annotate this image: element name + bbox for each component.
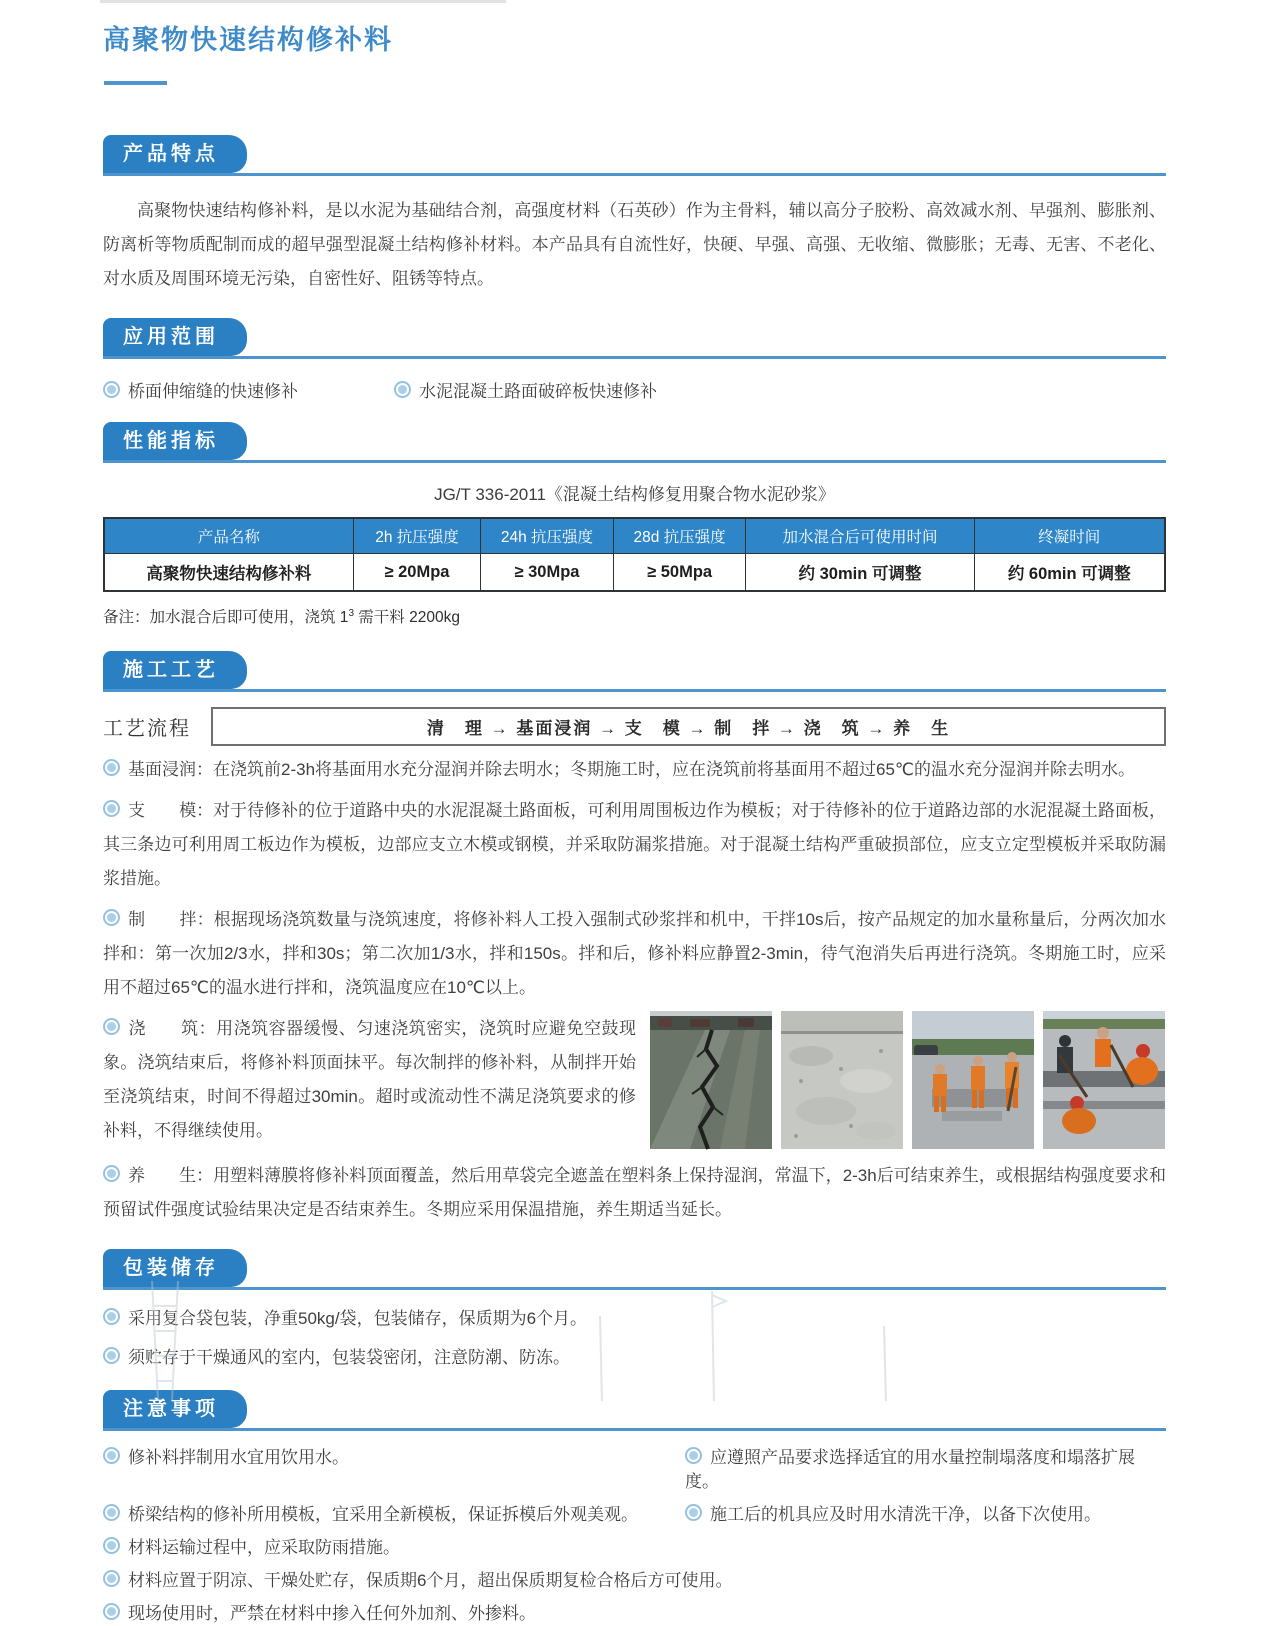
ring-bullet-icon <box>105 1167 118 1180</box>
note-item-text: 桥梁结构的修补所用模板，宜采用全新模板，保证拆模后外观美观。 <box>128 1505 638 1524</box>
table-header-cell: 加水混合后可使用时间 <box>746 518 974 554</box>
process-step-curing <box>103 1159 1166 1227</box>
note-item <box>103 1602 1166 1626</box>
applications-list <box>103 377 1166 402</box>
standard-reference: JG/T 336-2011《混凝土结构修复用聚合物水泥砂浆》 <box>434 485 835 504</box>
table-header-cell: 产品名称 <box>104 518 353 554</box>
table-cell: ≥ 20Mpa <box>353 554 480 592</box>
packaging-item-text: 须贮存于干燥通风的室内，包装袋密闭，注意防潮、防冻。 <box>128 1348 570 1367</box>
section-tab-process: 施工工艺 <box>103 651 247 689</box>
table-header-cell: 24h 抗压强度 <box>481 518 614 554</box>
process-flow-row <box>103 707 1166 746</box>
note-item <box>103 1536 671 1560</box>
table-cell: 约 60min 可调整 <box>974 554 1165 592</box>
process-step-text: 浇 筑：用浇筑容器缓慢、匀速浇筑密实，浇筑时应避免空鼓现象。浇筑结束后，将修补料顶面抹平。每次制拌的修补料，从制拌开始至浇筑结束，时间不得超过30min。超时或流动性不满足浇筑要求的修补料，不得继续使用。 <box>103 1019 636 1140</box>
note-item <box>685 1503 1166 1527</box>
application-item-label: 水泥混凝土路面破碎板快速修补 <box>419 382 657 401</box>
table-header-cell: 终凝时间 <box>974 518 1165 554</box>
note-item-text: 材料应置于阴凉、干燥处贮存，保质期6个月，超出保质期复检合格后方可使用。 <box>128 1571 733 1590</box>
process-step-text: 制 拌：根据现场浇筑数量与浇筑速度，将修补料人工投入强制式砂浆拌和机中，干拌10s后，按产品规定的加水量称量后，分两次加水拌和：第一次加2/3水，拌和30s；第二次加1/3水，拌和150s。拌和后，修补料应静置2-3min，待气泡消失后再进行浇筑。冬期施工时，应采用不超过65℃的温水进行拌和，浇筑温度应在10℃以上。 <box>103 910 1166 997</box>
note-item-text: 现场使用时，严禁在材料中掺入任何外加剂、外掺料。 <box>128 1604 536 1623</box>
section-tab-applications: 应用范围 <box>103 318 247 356</box>
ring-bullet-icon <box>105 383 118 396</box>
section-tab-notes: 注意事项 <box>103 1390 247 1428</box>
note-item <box>103 1569 1166 1593</box>
table-header-cell: 28d 抗压强度 <box>613 518 746 554</box>
table-cell: 高聚物快速结构修补料 <box>104 554 353 592</box>
process-photos <box>650 1011 1166 1149</box>
title-underline <box>104 81 167 85</box>
footnote-suffix: 需干料 2200kg <box>354 609 460 626</box>
section-tab-performance: 性能指标 <box>103 422 247 460</box>
table-header-cell: 2h 抗压强度 <box>353 518 480 554</box>
table-cell: ≥ 50Mpa <box>613 554 746 592</box>
ring-bullet-icon <box>105 1506 118 1519</box>
ring-bullet-icon <box>105 1572 118 1585</box>
ring-bullet-icon <box>687 1449 700 1462</box>
ring-bullet-icon <box>105 1310 118 1323</box>
table-footnote <box>103 605 1166 627</box>
note-item-text: 施工后的机具应及时用水清洗干净，以备下次使用。 <box>710 1505 1101 1524</box>
table-cell: ≥ 30Mpa <box>481 554 614 592</box>
table-cell: 约 30min 可调整 <box>746 554 974 592</box>
note-item <box>103 1503 671 1527</box>
performance-table <box>103 517 1166 592</box>
ring-bullet-icon <box>105 1349 118 1362</box>
ring-bullet-icon <box>105 802 118 815</box>
application-item <box>103 377 298 402</box>
note-item-text: 材料运输过程中，应采取防雨措施。 <box>128 1538 400 1557</box>
ring-bullet-icon <box>105 761 118 774</box>
table-row <box>104 554 1165 592</box>
section-header-features <box>103 135 1166 176</box>
note-item <box>685 1446 1166 1494</box>
ring-bullet-icon <box>105 1020 118 1033</box>
workers-patching-photo <box>1043 1011 1165 1149</box>
note-item-text: 修补料拌制用水宜用饮用水。 <box>128 1448 349 1467</box>
packaging-item <box>103 1343 1166 1368</box>
concrete-surface-photo <box>781 1011 903 1149</box>
cracked-pavement-photo <box>650 1011 772 1149</box>
packaging-item <box>103 1304 1166 1329</box>
ring-bullet-icon <box>396 383 409 396</box>
notes-list <box>103 1446 1166 1626</box>
process-step-wetting <box>103 753 1166 787</box>
section-header-notes <box>103 1390 1166 1431</box>
process-step-mixing <box>103 903 1166 1005</box>
section-header-applications <box>103 318 1166 359</box>
footnote-prefix: 备注：加水混合后即可使用，浇筑 1 <box>103 609 349 626</box>
footnote-superscript: 3 <box>348 607 354 619</box>
note-item-text: 应遵照产品要求选择适宜的用水量控制塌落度和塌落扩展度。 <box>685 1448 1135 1491</box>
process-step-text: 基面浸润：在浇筑前2-3h将基面用水充分湿润并除去明水；冬期施工时，应在浇筑前将基面用不超过65℃的温水充分湿润并除去明水。 <box>128 760 1136 779</box>
note-item <box>103 1446 671 1494</box>
flow-diagram: 清 理 → 基面浸润 → 支 模 → 制 拌 → 浇 筑 → 养 生 <box>211 707 1166 746</box>
table-header-row <box>104 518 1165 554</box>
ring-bullet-icon <box>105 1605 118 1618</box>
application-item <box>394 377 657 402</box>
ring-bullet-icon <box>105 1449 118 1462</box>
ring-bullet-icon <box>105 911 118 924</box>
flow-label: 工艺流程 <box>103 718 191 740</box>
section-header-performance <box>103 422 1166 463</box>
ring-bullet-icon <box>687 1506 700 1519</box>
ring-bullet-icon <box>105 1539 118 1552</box>
road-repair-workers-photo <box>912 1011 1034 1149</box>
features-paragraph: 高聚物快速结构修补料，是以水泥为基础结合剂，高强度材料（石英砂）作为主骨料，辅以高分子胶粉、高效减水剂、早强剂、膨胀剂、防离析等物质配制而成的超早强型混凝土结构修补材料。本产品具有自流性好，快硬、早强、高强、无收缩、微膨胀；无毒、无害、不老化、对水质及周围环境无污染，自密性好、阻锈等特点。 <box>103 201 1166 288</box>
application-item-label: 桥面伸缩缝的快速修补 <box>128 382 298 401</box>
process-step-text: 养 生：用塑料薄膜将修补料顶面覆盖，然后用草袋完全遮盖在塑料条上保持湿润，常温下，2-3h后可结束养生，或根据结构强度要求和预留试件强度试验结果决定是否结束养生。冬期应采用保温措施，养生期适当延长。 <box>103 1166 1166 1219</box>
page-title: 高聚物快速结构修补料 <box>103 25 393 55</box>
packaging-item-text: 采用复合袋包装，净重50kg/袋，包装储存，保质期为6个月。 <box>128 1309 588 1328</box>
section-tab-packaging: 包装储存 <box>103 1249 247 1287</box>
process-step-formwork <box>103 794 1166 896</box>
section-header-process <box>103 651 1166 692</box>
process-step-text: 支 模：对于待修补的位于道路中央的水泥混凝土路面板，可利用周围板边作为模板；对于待修补的位于道路边部的水泥混凝土路面板，其三条边可利用周工板边作为模板，边部应支立木模或钢模，并采取防漏浆措施。对于混凝土结构严重破损部位，应支立定型模板并采取防漏浆措施。 <box>103 801 1166 888</box>
section-tab-features: 产品特点 <box>103 135 247 173</box>
section-header-packaging <box>103 1249 1166 1290</box>
